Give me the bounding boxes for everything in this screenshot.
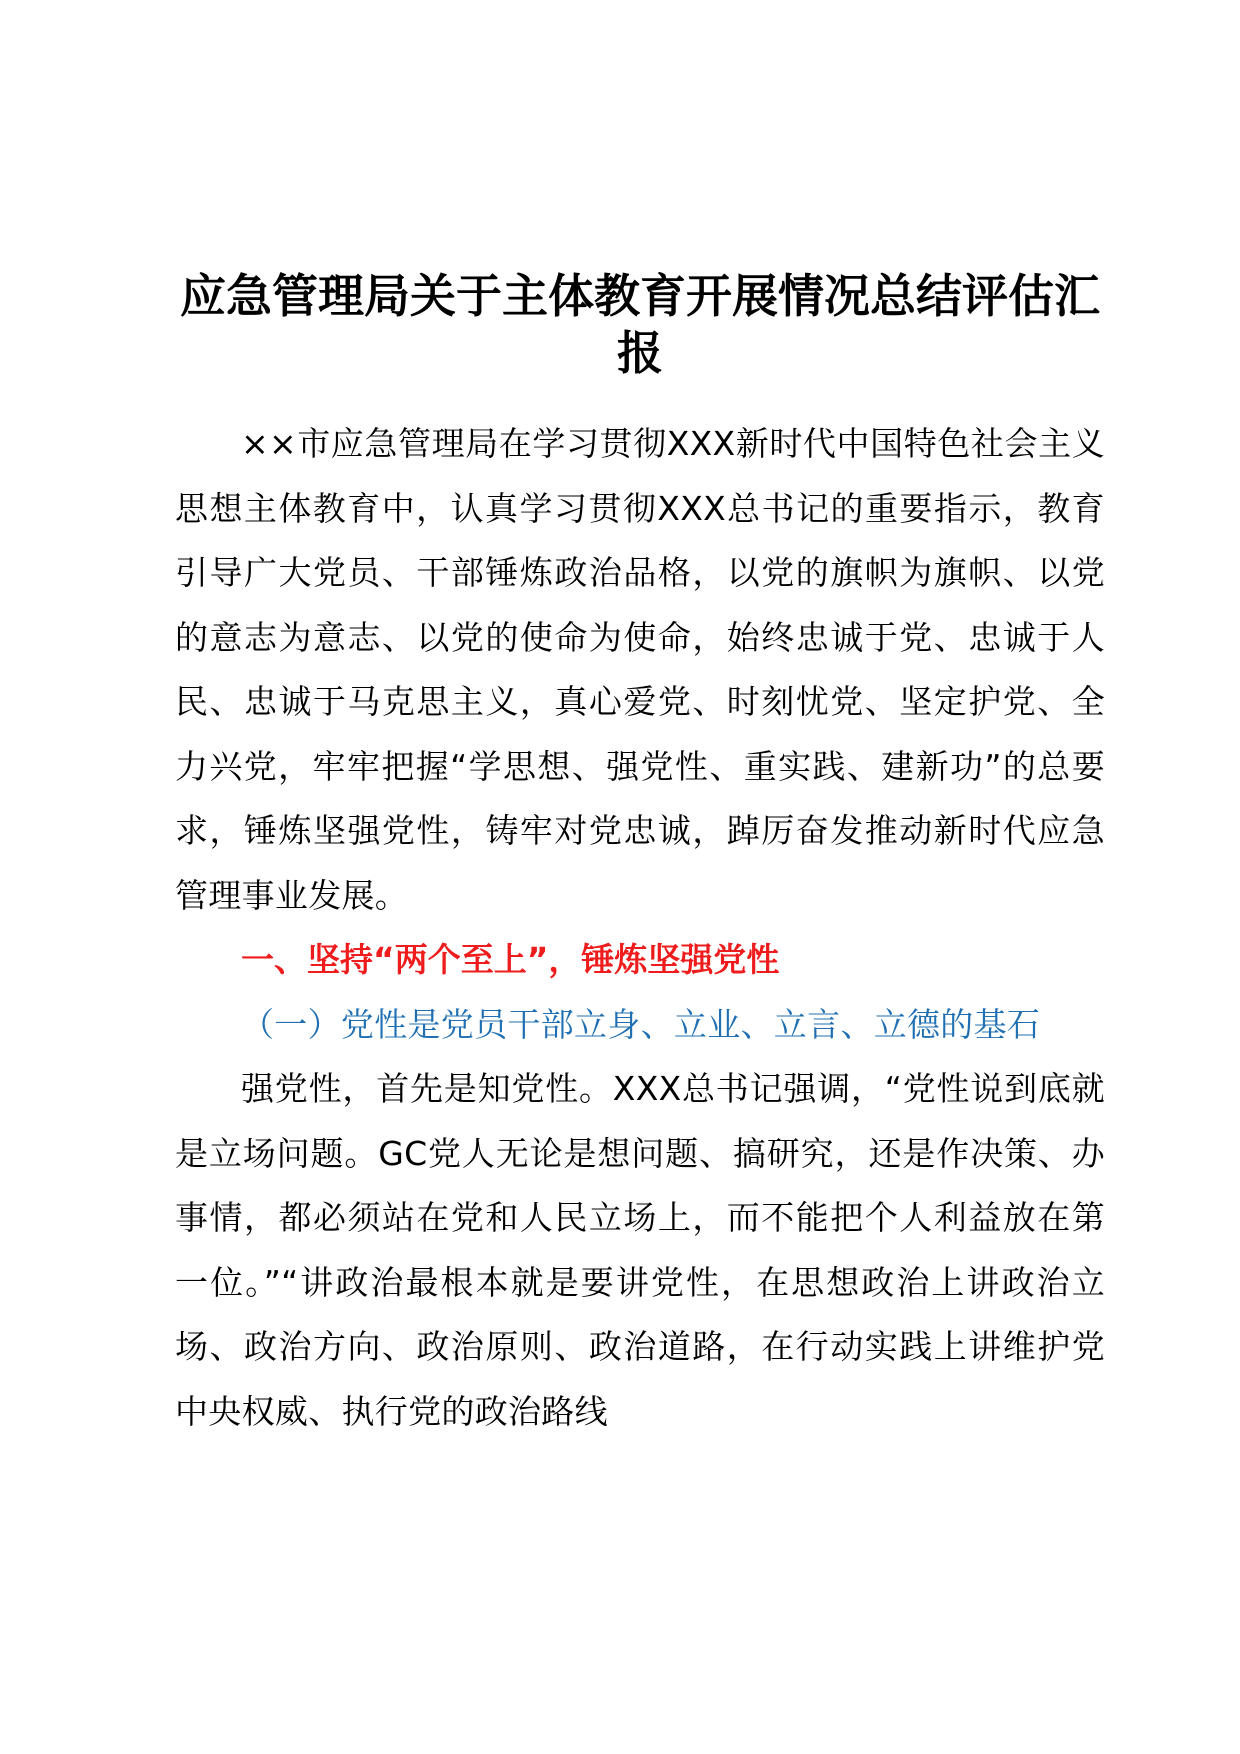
document-page: [175, 268, 1105, 1444]
intro-paragraph: ××市应急管理局在学习贯彻XXX新时代中国特色社会主义思想主体教育中，认真学习贯彻XXX总书记的重要指示，教育引导广大党员、干部锤炼政治品格，以党的旗帜为旗帜、以党的意志为意志、以党的使命为使命，始终忠诚于党、忠诚于人民、忠诚于马克思主义，真心爱党、时刻忧党、坚定护党、全力兴党，牢牢把握“学思想、强党性、重实践、建新功”的总要求，锤炼坚强党性，铸牢对党忠诚，踔厉奋发推动新时代应急管理事业发展。: [175, 424, 1105, 915]
document-title: 应急管理局关于主体教育开展情况总结评估汇报: [180, 269, 1100, 380]
section-heading: 一、坚持“两个至上”，锤炼坚强党性: [241, 940, 780, 979]
subsection-heading: （一）党性是党员干部立身、立业、立言、立德的基石: [241, 1004, 1041, 1044]
body-paragraph: 强党性，首先是知党性。XXX总书记强调，“党性说到底就是立场问题。GC党人无论是想问题、搞研究，还是作决策、办事情，都必须站在党和人民立场上，而不能把个人利益放在第一位。”“讲政治最根本就是要讲党性，在思想政治上讲政治立场、政治方向、政治原则、政治道路，在行动实践上讲维护党中央权威、执行党的政治路线: [175, 1069, 1105, 1431]
